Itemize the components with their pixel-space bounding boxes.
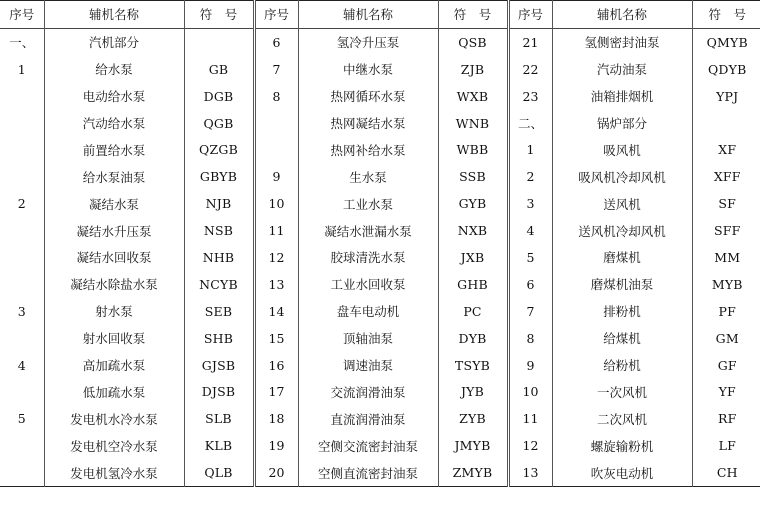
cell-serial-3: 6 <box>508 271 552 298</box>
cell-code-3: YPJ <box>692 83 760 110</box>
header-code-1: 符 号 <box>184 1 254 29</box>
cell-code-2: WXB <box>438 83 508 110</box>
cell-code-3: GM <box>692 325 760 352</box>
cell-name-1: 凝结水泵 <box>44 190 184 217</box>
header-serial-1: 序号 <box>9 7 35 23</box>
cell-name-2: 调速油泵 <box>298 352 438 379</box>
cell-code-2: ZJB <box>438 56 508 83</box>
cell-name-1: 凝结水回收泵 <box>44 244 184 271</box>
header-code-2: 符 号 <box>438 1 508 29</box>
cell-serial-2: 18 <box>254 405 298 432</box>
header-serial-2: 序号 <box>254 1 298 29</box>
cell-name-3: 油箱排烟机 <box>552 83 692 110</box>
cell-name-3: 一次风机 <box>552 378 692 405</box>
cell-serial-1: 2 <box>17 196 26 212</box>
cell-name-3: 给粉机 <box>552 352 692 379</box>
cell-name-2: 热网循环水泵 <box>298 83 438 110</box>
cell-name-1: 射水泵 <box>44 298 184 325</box>
cell-serial-1: 3 <box>17 303 26 319</box>
cell-name-1: 发电机空冷水泵 <box>44 432 184 459</box>
cell-serial-1 <box>0 110 44 137</box>
cell-name-3: 吸风机冷却风机 <box>552 163 692 190</box>
cell-serial-1 <box>0 244 44 271</box>
table-row <box>0 136 760 163</box>
cell-serial-1 <box>0 378 44 405</box>
cell-serial-2: 10 <box>254 190 298 217</box>
cell-code-1: NSB <box>184 217 254 244</box>
cell-name-3: 氢侧密封油泵 <box>552 28 692 55</box>
cell-name-1: 前置给水泵 <box>44 136 184 163</box>
cell-name-1: 电动给水泵 <box>44 83 184 110</box>
cell-code-3: XF <box>692 136 760 163</box>
cell-code-1 <box>184 28 254 55</box>
cell-code-1: SLB <box>184 405 254 432</box>
table-row <box>0 28 760 55</box>
header-name-1: 辅机名称 <box>44 1 184 29</box>
cell-name-3: 给煤机 <box>552 325 692 352</box>
cell-code-1: QLB <box>184 459 254 486</box>
cell-name-3: 吹灰电动机 <box>552 459 692 486</box>
cell-name-2: 顶轴油泵 <box>298 325 438 352</box>
cell-name-2: 空侧直流密封油泵 <box>298 459 438 486</box>
cell-serial-3: 5 <box>508 244 552 271</box>
cell-code-2: SSB <box>438 163 508 190</box>
cell-code-3: MYB <box>692 271 760 298</box>
cell-name-2: 生水泵 <box>298 163 438 190</box>
cell-code-3: GF <box>692 352 760 379</box>
cell-name-3: 磨煤机 <box>552 244 692 271</box>
cell-serial-2: 20 <box>254 459 298 486</box>
cell-serial-2 <box>254 136 298 163</box>
cell-name-3: 二次风机 <box>552 405 692 432</box>
table-row <box>0 352 760 379</box>
cell-serial-3: 8 <box>508 325 552 352</box>
cell-serial-3: 10 <box>508 378 552 405</box>
cell-serial-2: 14 <box>254 298 298 325</box>
cell-serial-3: 二、 <box>508 110 552 137</box>
cell-name-2: 凝结水泄漏水泵 <box>298 217 438 244</box>
cell-name-3: 吸风机 <box>552 136 692 163</box>
cell-code-3: QMYB <box>692 28 760 55</box>
header-code-3: 符 号 <box>692 1 760 29</box>
table-header <box>0 1 760 29</box>
table-row <box>0 56 760 83</box>
cell-code-3: MM <box>692 244 760 271</box>
cell-serial-1: 1 <box>17 61 26 77</box>
cell-code-3 <box>692 110 760 137</box>
cell-serial-3: 11 <box>508 405 552 432</box>
cell-code-1: KLB <box>184 432 254 459</box>
cell-name-1: 汽动给水泵 <box>44 110 184 137</box>
cell-name-2: 中继水泵 <box>298 56 438 83</box>
cell-name-2: 空侧交流密封油泵 <box>298 432 438 459</box>
cell-code-1: NJB <box>184 190 254 217</box>
cell-code-3: PF <box>692 298 760 325</box>
cell-name-1: 给水泵油泵 <box>44 163 184 190</box>
cell-code-2: TSYB <box>438 352 508 379</box>
table-row <box>0 244 760 271</box>
cell-name-1: 高加疏水泵 <box>44 352 184 379</box>
cell-code-2: GHB <box>438 271 508 298</box>
table-row <box>0 405 760 432</box>
cell-code-3: YF <box>692 378 760 405</box>
cell-serial-1 <box>0 163 44 190</box>
cell-code-3: QDYB <box>692 56 760 83</box>
cell-serial-3: 23 <box>508 83 552 110</box>
cell-serial-1 <box>0 136 44 163</box>
cell-name-1: 发电机氢冷水泵 <box>44 459 184 486</box>
cell-name-3: 螺旋输粉机 <box>552 432 692 459</box>
cell-serial-1: 5 <box>17 411 26 427</box>
cell-code-3: XFF <box>692 163 760 190</box>
cell-name-3: 排粉机 <box>552 298 692 325</box>
cell-serial-3: 13 <box>508 459 552 486</box>
cell-code-2: WBB <box>438 136 508 163</box>
cell-serial-2: 7 <box>254 56 298 83</box>
cell-serial-3: 9 <box>508 352 552 379</box>
cell-code-1: NHB <box>184 244 254 271</box>
table-row <box>0 163 760 190</box>
header-serial-3: 序号 <box>508 1 552 29</box>
cell-serial-3: 7 <box>508 298 552 325</box>
cell-code-3: LF <box>692 432 760 459</box>
cell-serial-3: 21 <box>508 28 552 55</box>
cell-name-1: 凝结水升压泵 <box>44 217 184 244</box>
table-row <box>0 110 760 137</box>
cell-serial-1 <box>0 271 44 298</box>
cell-serial-2: 8 <box>254 83 298 110</box>
cell-code-1: NCYB <box>184 271 254 298</box>
cell-name-2: 热网补给水泵 <box>298 136 438 163</box>
cell-code-2: ZMYB <box>438 459 508 486</box>
cell-serial-3: 4 <box>508 217 552 244</box>
table-body <box>0 28 760 486</box>
cell-name-2: 胶球清洗水泵 <box>298 244 438 271</box>
cell-serial-2: 6 <box>254 28 298 55</box>
cell-code-2: NXB <box>438 217 508 244</box>
cell-code-1: DJSB <box>184 378 254 405</box>
header-name-3: 辅机名称 <box>552 1 692 29</box>
cell-name-1: 发电机水冷水泵 <box>44 405 184 432</box>
cell-serial-3: 3 <box>508 190 552 217</box>
cell-serial-2 <box>254 110 298 137</box>
cell-code-2: JXB <box>438 244 508 271</box>
cell-code-1: GJSB <box>184 352 254 379</box>
cell-code-2: QSB <box>438 28 508 55</box>
cell-name-3: 送风机冷却风机 <box>552 217 692 244</box>
cell-serial-2: 17 <box>254 378 298 405</box>
cell-name-2: 工业水回收泵 <box>298 271 438 298</box>
table-row <box>0 271 760 298</box>
cell-serial-3: 12 <box>508 432 552 459</box>
header-row <box>0 1 760 29</box>
cell-serial-2: 9 <box>254 163 298 190</box>
cell-serial-1 <box>0 83 44 110</box>
cell-code-2: JYB <box>438 378 508 405</box>
cell-code-1: GB <box>184 56 254 83</box>
cell-serial-2: 12 <box>254 244 298 271</box>
cell-name-1: 凝结水除盐水泵 <box>44 271 184 298</box>
cell-code-1: SEB <box>184 298 254 325</box>
table-row <box>0 190 760 217</box>
cell-name-2: 热网凝结水泵 <box>298 110 438 137</box>
cell-name-3: 汽动油泵 <box>552 56 692 83</box>
cell-code-3: SFF <box>692 217 760 244</box>
cell-code-3: RF <box>692 405 760 432</box>
cell-name-3: 磨煤机油泵 <box>552 271 692 298</box>
cell-name-2: 直流润滑油泵 <box>298 405 438 432</box>
cell-code-2: GYB <box>438 190 508 217</box>
cell-code-1: GBYB <box>184 163 254 190</box>
table-row <box>0 432 760 459</box>
cell-code-1: QZGB <box>184 136 254 163</box>
cell-serial-1 <box>0 217 44 244</box>
cell-serial-2: 15 <box>254 325 298 352</box>
cell-name-1: 汽机部分 <box>44 28 184 55</box>
table-row <box>0 459 760 486</box>
cell-serial-2: 16 <box>254 352 298 379</box>
table-row <box>0 217 760 244</box>
table-row <box>0 325 760 352</box>
cell-code-2: WNB <box>438 110 508 137</box>
cell-serial-1 <box>0 432 44 459</box>
cell-serial-2: 11 <box>254 217 298 244</box>
cell-name-1: 低加疏水泵 <box>44 378 184 405</box>
cell-code-1: QGB <box>184 110 254 137</box>
cell-name-2: 盘车电动机 <box>298 298 438 325</box>
cell-code-2: DYB <box>438 325 508 352</box>
cell-serial-3: 1 <box>508 136 552 163</box>
cell-name-2: 氢冷升压泵 <box>298 28 438 55</box>
table-row <box>0 83 760 110</box>
cell-serial-3: 2 <box>508 163 552 190</box>
cell-serial-1: 4 <box>17 357 26 373</box>
cell-serial-2: 19 <box>254 432 298 459</box>
cell-code-2: JMYB <box>438 432 508 459</box>
cell-serial-2: 13 <box>254 271 298 298</box>
cell-serial-1: 一、 <box>9 35 35 51</box>
cell-name-3: 送风机 <box>552 190 692 217</box>
header-name-2: 辅机名称 <box>298 1 438 29</box>
cell-code-1: DGB <box>184 83 254 110</box>
table-row <box>0 298 760 325</box>
cell-name-2: 工业水泵 <box>298 190 438 217</box>
table-row <box>0 378 760 405</box>
cell-code-2: ZYB <box>438 405 508 432</box>
cell-name-2: 交流润滑油泵 <box>298 378 438 405</box>
cell-code-3: CH <box>692 459 760 486</box>
cell-serial-1 <box>0 325 44 352</box>
cell-code-3: SF <box>692 190 760 217</box>
cell-serial-1 <box>0 459 44 486</box>
cell-name-1: 射水回收泵 <box>44 325 184 352</box>
cell-serial-3: 22 <box>508 56 552 83</box>
cell-name-1: 给水泵 <box>44 56 184 83</box>
cell-name-3: 锅炉部分 <box>552 110 692 137</box>
cell-code-2: PC <box>438 298 508 325</box>
cell-code-1: SHB <box>184 325 254 352</box>
